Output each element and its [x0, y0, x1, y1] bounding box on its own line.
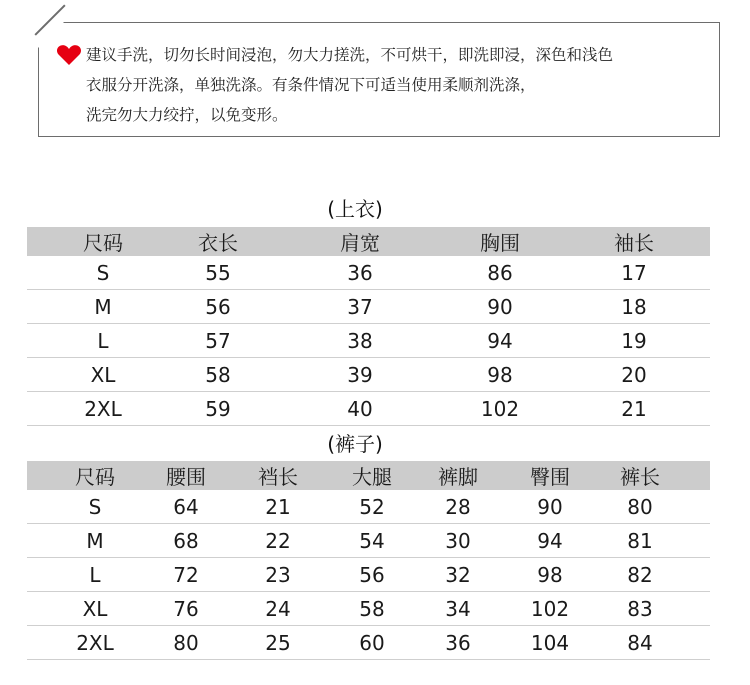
measurement-cell: 64: [173, 494, 199, 519]
notice-line-2: 衣服分开洗涤，单独洗涤。有条件情况下可适当使用柔顺剂洗涤，: [86, 76, 536, 94]
column-header: 肩宽: [340, 231, 380, 255]
measurement-cell: 54: [359, 528, 385, 553]
measurement-cell: 84: [627, 630, 653, 655]
measurement-cell: 59: [205, 396, 231, 421]
column-header: 裤长: [620, 465, 660, 489]
measurement-cell: 39: [347, 362, 373, 387]
measurement-cell: 40: [347, 396, 373, 421]
measurement-cell: 30: [445, 528, 471, 553]
pants-section-title: (裤子): [327, 432, 383, 456]
measurement-cell: 24: [265, 596, 291, 621]
column-header: 臀围: [530, 465, 570, 489]
size-label-cell: S: [88, 494, 102, 519]
heart-icon: [56, 44, 82, 66]
measurement-cell: 38: [347, 328, 373, 353]
notice-line-1: 建议手洗，切勿长时间浸泡，勿大力搓洗，不可烘干，即洗即浸，深色和浅色: [86, 46, 614, 64]
measurement-cell: 21: [621, 396, 647, 421]
measurement-cell: 56: [359, 562, 385, 587]
column-header: 腰围: [166, 465, 206, 489]
measurement-cell: 22: [265, 528, 291, 553]
measurement-cell: 98: [487, 362, 513, 387]
table-header-row: [27, 461, 710, 490]
measurement-cell: 72: [173, 562, 199, 587]
measurement-cell: 102: [530, 596, 570, 621]
table-row: [27, 256, 710, 290]
measurement-cell: 58: [205, 362, 231, 387]
measurement-cell: 102: [480, 396, 520, 421]
measurement-cell: 21: [265, 494, 291, 519]
measurement-cell: 83: [627, 596, 653, 621]
measurement-cell: 36: [347, 260, 373, 285]
size-label-cell: M: [86, 528, 104, 553]
measurement-cell: 23: [265, 562, 291, 587]
measurement-cell: 25: [265, 630, 291, 655]
table-row: [27, 524, 710, 558]
measurement-cell: 58: [359, 596, 385, 621]
tops-size-table: [27, 227, 710, 426]
column-header: 袖长: [614, 231, 654, 255]
measurement-cell: 28: [445, 494, 471, 519]
column-header: 裆长: [258, 465, 298, 489]
measurement-cell: 18: [621, 294, 647, 319]
table-row: [27, 558, 710, 592]
measurement-cell: 19: [621, 328, 647, 353]
measurement-cell: 76: [173, 596, 199, 621]
size-label-cell: S: [96, 260, 110, 285]
column-header: 大腿: [352, 465, 392, 489]
size-label-cell: L: [89, 562, 101, 587]
measurement-cell: 94: [487, 328, 513, 353]
size-label-cell: XL: [90, 362, 116, 387]
measurement-cell: 98: [537, 562, 563, 587]
size-label-cell: L: [97, 328, 109, 353]
measurement-cell: 86: [487, 260, 513, 285]
measurement-cell: 94: [537, 528, 563, 553]
column-header: 尺码: [83, 231, 123, 255]
table-row: [27, 592, 710, 626]
table-row: [27, 392, 710, 426]
measurement-cell: 80: [627, 494, 653, 519]
measurement-cell: 52: [359, 494, 385, 519]
column-header: 裤脚: [438, 465, 478, 489]
measurement-cell: 56: [205, 294, 231, 319]
pants-size-table: [27, 461, 710, 660]
measurement-cell: 36: [445, 630, 471, 655]
measurement-cell: 80: [173, 630, 199, 655]
measurement-cell: 37: [347, 294, 373, 319]
table-row: [27, 490, 710, 524]
care-notice-text: [86, 40, 716, 130]
measurement-cell: 17: [621, 260, 647, 285]
measurement-cell: 90: [537, 494, 563, 519]
measurement-cell: 60: [359, 630, 385, 655]
size-label-cell: XL: [82, 596, 108, 621]
measurement-cell: 57: [205, 328, 231, 353]
column-header: 衣长: [198, 231, 238, 255]
table-row: [27, 626, 710, 660]
column-header: 胸围: [480, 231, 520, 255]
tops-section-title: (上衣): [327, 197, 383, 221]
measurement-cell: 34: [445, 596, 471, 621]
table-row: [27, 290, 710, 324]
measurement-cell: 68: [173, 528, 199, 553]
measurement-cell: 104: [530, 630, 570, 655]
table-row: [27, 358, 710, 392]
measurement-cell: 81: [627, 528, 653, 553]
measurement-cell: 32: [445, 562, 471, 587]
table-row: [27, 324, 710, 358]
measurement-cell: 55: [205, 260, 231, 285]
measurement-cell: 82: [627, 562, 653, 587]
measurement-cell: 20: [621, 362, 647, 387]
measurement-cell: 90: [487, 294, 513, 319]
size-label-cell: 2XL: [76, 630, 114, 655]
column-header: 尺码: [75, 465, 115, 489]
table-header-row: [27, 227, 710, 256]
notice-line-3: 洗完勿大力绞拧，以免变形。: [86, 106, 288, 124]
size-label-cell: M: [94, 294, 112, 319]
size-label-cell: 2XL: [84, 396, 122, 421]
